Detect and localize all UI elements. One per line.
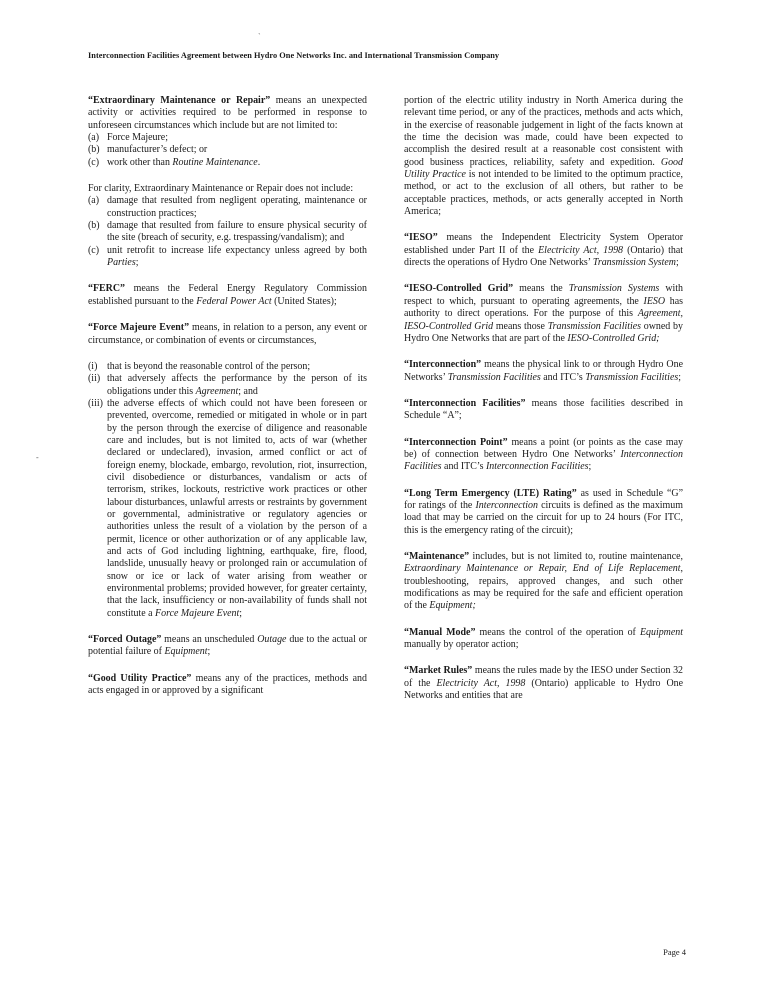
list-item: (b) manufacturer’s defect; or — [88, 144, 208, 156]
definition-market-rules: “Market Rules” means the rules made by the IESO under Section 32 of the Electricity Act, 1998 (Ontario) applicable to Hydro One Networks and entities that are — [404, 665, 684, 702]
defined-term: “FERC” — [88, 283, 125, 295]
defined-term: “Maintenance” — [404, 550, 470, 562]
defined-term: “Force Majeure Event” — [88, 322, 190, 334]
page-number: Page 4 — [663, 947, 686, 957]
right-column — [404, 95, 683, 702]
defined-term: “Extraordinary Maintenance or Repair” — [88, 95, 271, 106]
stray-tick-mark: ` — [258, 32, 261, 41]
definition-interconnection: “Interconnection” means the physical link to or through Hydro One Networks’ Transmission Facilities and ITC’s Transmission Facilities; — [404, 359, 683, 383]
left-column — [88, 95, 367, 697]
definition-good-utility-practice-continued: portion of the electric utility industry in North America during the relevant time period, or any of the practices, methods and acts which, in the exercise of reasonable judgement in light of the facts known at the time the decision was made, could have been expected to accomplish the desired result at a reasonable cost consistent with good business practices, reliability, safety and expedition. Good Utility Practice is not intended to be limited to the optimum practice, method, or act to the exclusion of all others, but rather to be acceptable practices, methods, or acts generally accepted in North America; — [404, 95, 683, 218]
defined-term: “Long Term Emergency (LTE) Rating” — [404, 487, 577, 499]
definition-ieso: “IESO” means the Independent Electricity System Operator established under Part II of the Electricity Act, 1998 (Ontario) that directs the operations of Hydro One Networks’ Transmission System; — [404, 232, 683, 269]
defined-term: “Interconnection Facilities” — [404, 397, 526, 409]
definition-interconnection-point: “Interconnection Point” means a point (or points as the case may be) of connection between Hydro One Networks’ Interconnection Facilities and ITC’s Interconnection Facilities; — [404, 436, 683, 473]
definition-list — [88, 132, 367, 169]
defined-term: “Good Utility Practice” — [88, 672, 192, 684]
list-item: (ii) that adversely affects the performance by the person of its obligations under this Agreement; and — [88, 373, 367, 397]
list-item: (c) work other than Routine Maintenance. — [88, 156, 261, 168]
list-item: (i) that is beyond the reasonable control of the person; — [88, 360, 311, 372]
definition-ferc: “FERC” means the Federal Energy Regulatory Commission established pursuant to the Federal Power Act (United States); — [88, 283, 367, 307]
defined-term: “Forced Outage” — [88, 634, 162, 646]
definition-manual-mode: “Manual Mode” means the control of the operation of Equipment manually by operator action; — [404, 626, 683, 651]
defined-term: “Interconnection Point” — [404, 436, 508, 448]
definition-good-utility-practice: “Good Utility Practice” means any of the practices, methods and acts engaged in or approved by a significant — [88, 672, 367, 697]
definition-interconnection-facilities: “Interconnection Facilities” means those facilities described in Schedule “A”; — [404, 397, 683, 422]
defined-term: “IESO” — [404, 232, 438, 244]
stray-dash-mark: - — [36, 453, 39, 462]
definition-list — [88, 195, 367, 269]
defined-term: “Market Rules” — [404, 665, 473, 677]
definition-list — [88, 361, 367, 620]
document-header: Interconnection Facilities Agreement between Hydro One Networks Inc. and International Transmission Company — [88, 51, 500, 60]
list-item: (a) damage that resulted from negligent operating, maintenance or construction practices; — [88, 195, 367, 219]
definition-lte-rating: “Long Term Emergency (LTE) Rating” as used in Schedule “G” for ratings of the Interconnection circuits is defined as the maximum load that may be carried on the circuit for up to 24 hours (For ITC, this is the emergency rating of the circuit); — [404, 487, 683, 536]
definition-extraordinary-maintenance: “Extraordinary Maintenance or Repair” means an unexpected activity or activities required to be performed in response to unforeseen circumstances which include but are not limited to: — [88, 95, 367, 131]
defined-term: “Manual Mode” — [404, 626, 476, 638]
definition-ieso-controlled-grid: “IESO-Controlled Grid” means the Transmission Systems with respect to which, pursuant to operating agreements, the IESO has authority to direct operations. For the purpose of this Agreement, IESO-Controlled Grid means those Transmission Facilities owned by Hydro One Networks that are part of the IESO-Controlled Grid; — [404, 283, 684, 344]
defined-term: “IESO-Controlled Grid” — [404, 283, 514, 295]
clarity-paragraph: For clarity, Extraordinary Maintenance or Repair does not include: — [88, 183, 354, 195]
defined-term: “Interconnection” — [404, 359, 482, 371]
definition-force-majeure-event: “Force Majeure Event” means, in relation to a person, any event or circumstance, or combination of events or circumstances, — [88, 322, 368, 346]
list-item: (iii) the adverse effects of which could not have been foreseen or prevented, overcome, remedied or mitigated in whole or in part by the person through the exercise of diligence and reasonable care and includes, but is not limited to, acts of war (whether declared or undeclared), invasion, armed conflict or act of foreign enemy, blockade, embargo, revolution, riot, insurrection, civil disobedience or disturbances, vandalism or acts of terrorism, strikes, lockouts, restrictive work practices or other labour disturbances, unlawful arrests or restraints by government or governmental, administrative or regulatory agencies or authorities unless the result of a violation by the person of a permit, licence or other authorization or of any applicable law, and acts of God including lightning, earthquake, fire, flood, landslide, unusually heavy or prolonged rain or accumulation of snow or ice or lack of water arising from weather or environmental problems; provided however, for greater certainty, that the lack, insufficiency or non-availability of funds shall not constitute a Force Majeure Event; — [88, 397, 367, 619]
definition-forced-outage: “Forced Outage” means an unscheduled Outage due to the actual or potential failure of Equipment; — [88, 634, 367, 658]
definition-maintenance: “Maintenance” includes, but is not limited to, routine maintenance, Extraordinary Maintenance or Repair, End of Life Replacement, troubleshooting, repairs, approved changes, and such other modifications as may be required for the safe and efficient operation of the Equipment; — [404, 550, 683, 612]
list-item: (a) Force Majeure; — [88, 132, 168, 144]
list-item: (b) damage that resulted from failure to ensure physical security of the site (breach of security, e.g. trespassing/vandalism); and — [88, 220, 367, 244]
list-item: (c) unit retrofit to increase life expectancy unless agreed by both Parties; — [88, 244, 367, 269]
